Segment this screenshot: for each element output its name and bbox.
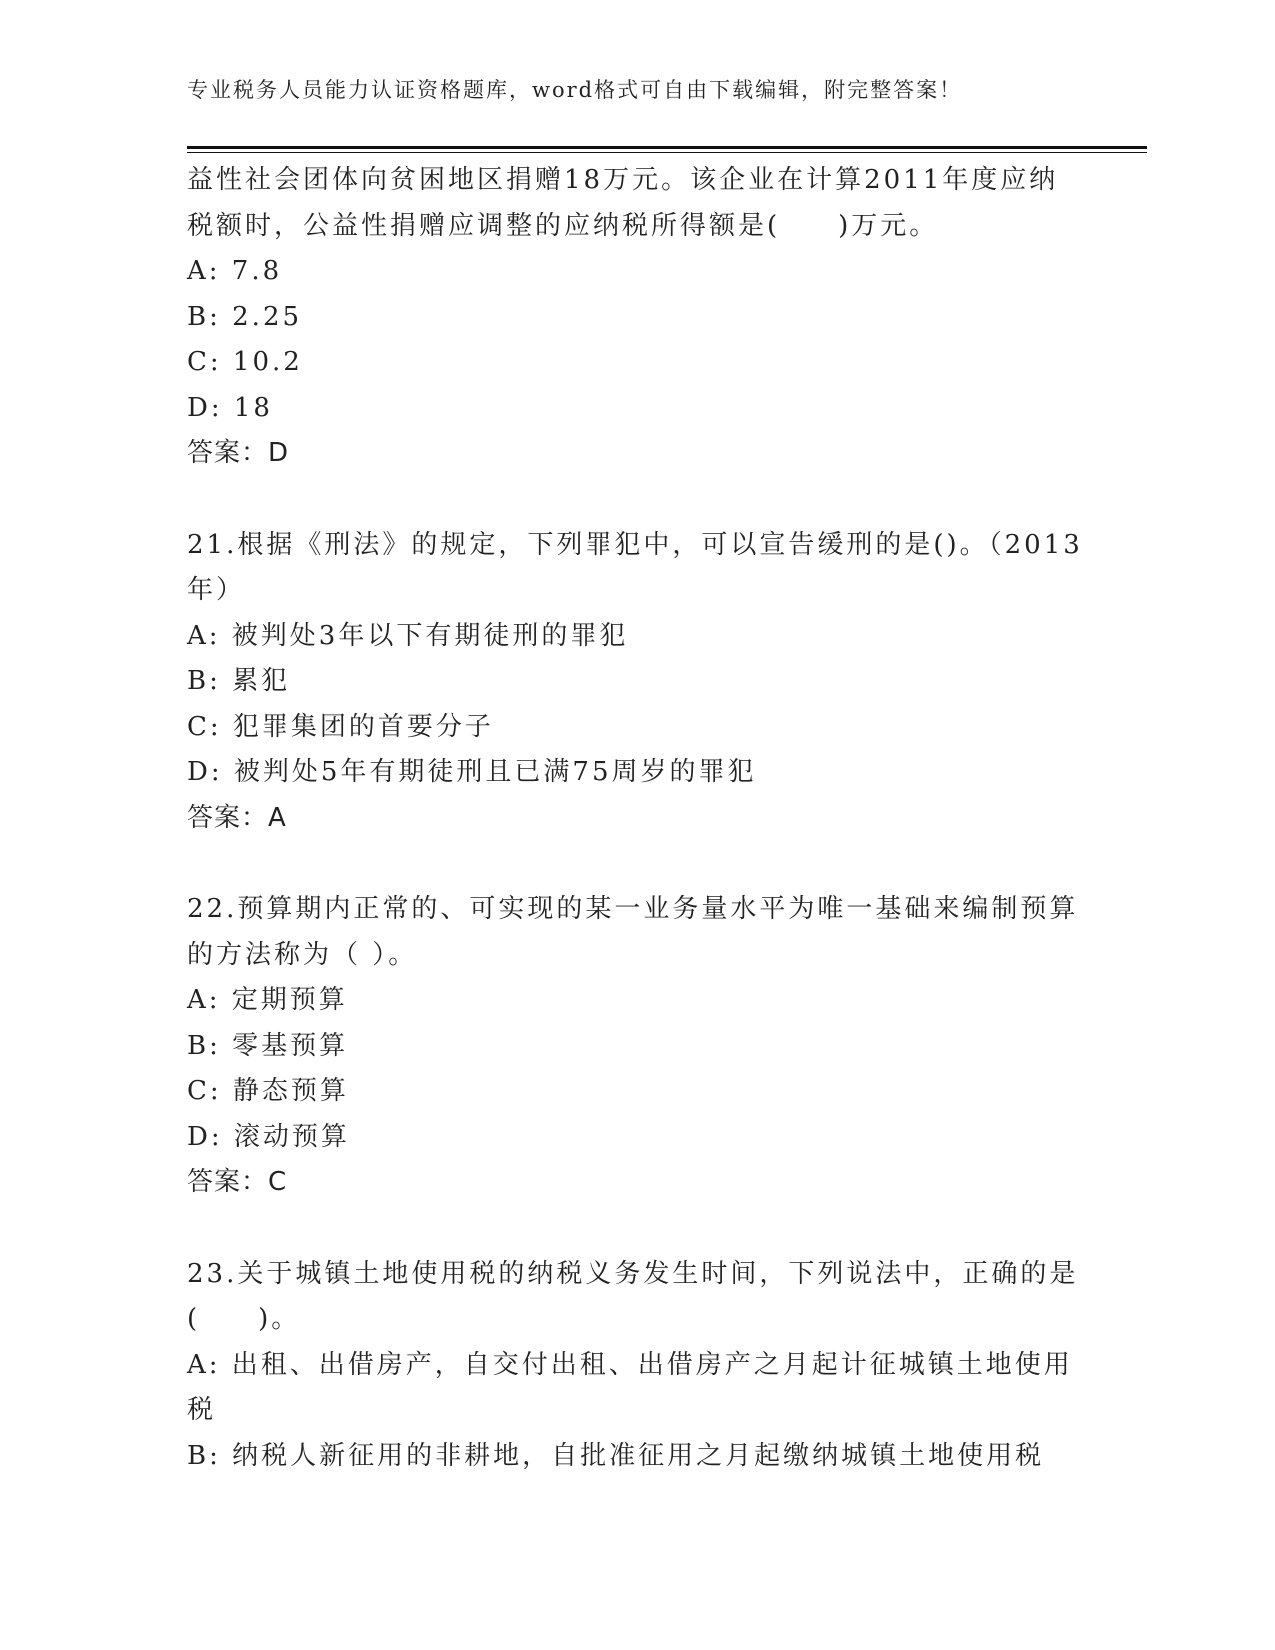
question-23	[187, 1252, 1087, 1480]
option-d: D: 滚动预算	[187, 1121, 350, 1152]
option-c: C: 10.2	[187, 347, 303, 377]
option-a: A: 定期预算	[187, 985, 348, 1015]
option-a: A: 出租、出借房产，自交付出租、出借房产之月起计征城镇土地使用	[187, 1349, 1073, 1380]
header-divider-thick	[187, 146, 1147, 149]
option-d: D: 被判处5年有期徒刑且已满75周岁的罪犯	[187, 757, 757, 787]
question-22	[187, 887, 1087, 1206]
answer-line: 答案：D	[187, 438, 290, 468]
question-20-continued	[187, 158, 1087, 477]
option-b: B: 2.25	[187, 301, 303, 332]
question-text-line: 税额时，公益性捐赠应调整的应纳税所得额是( )万元。	[187, 210, 939, 241]
question-text-line: 的方法称为（ ）。	[187, 939, 418, 970]
answer-line: 答案：A	[187, 802, 287, 833]
spacer	[187, 1206, 1087, 1252]
option-d: D: 18	[187, 392, 273, 423]
option-b: B: 零基预算	[187, 1030, 349, 1061]
option-a-continued: 税	[187, 1395, 217, 1425]
question-text-line: 21.根据《刑法》的规定，下列罪犯中，可以宣告缓刑的是()。（2013	[187, 529, 1083, 560]
document-body	[187, 158, 1087, 1479]
spacer	[187, 841, 1087, 887]
answer-line: 答案：C	[187, 1167, 288, 1197]
option-b: B: 纳税人新征用的非耕地，自批准征用之月起缴纳城镇土地使用税	[187, 1440, 1045, 1471]
question-text-line: 益性社会团体向贫困地区捐赠18万元。该企业在计算2011年度应纳	[187, 165, 1059, 195]
question-text-line: 年）	[187, 575, 246, 605]
question-text-line: ( )。	[187, 1304, 301, 1334]
option-c: C: 静态预算	[187, 1076, 349, 1106]
option-a: A: 被判处3年以下有期徒刑的罪犯	[187, 620, 629, 651]
option-c: C: 犯罪集团的首要分子	[187, 711, 494, 742]
question-21	[187, 523, 1087, 842]
question-text-line: 22.预算期内正常的、可实现的某一业务量水平为唯一基础来编制预算	[187, 894, 1079, 924]
option-b: B: 累犯	[187, 666, 291, 696]
header-divider-thin	[187, 152, 1147, 153]
question-text-line: 23.关于城镇土地使用税的纳税义务发生时间，下列说法中，正确的是	[187, 1258, 1079, 1289]
page-header: 专业税务人员能力认证资格题库，word格式可自由下载编辑，附完整答案！	[187, 78, 963, 102]
option-a: A: 7.8	[187, 256, 283, 286]
spacer	[187, 477, 1087, 523]
